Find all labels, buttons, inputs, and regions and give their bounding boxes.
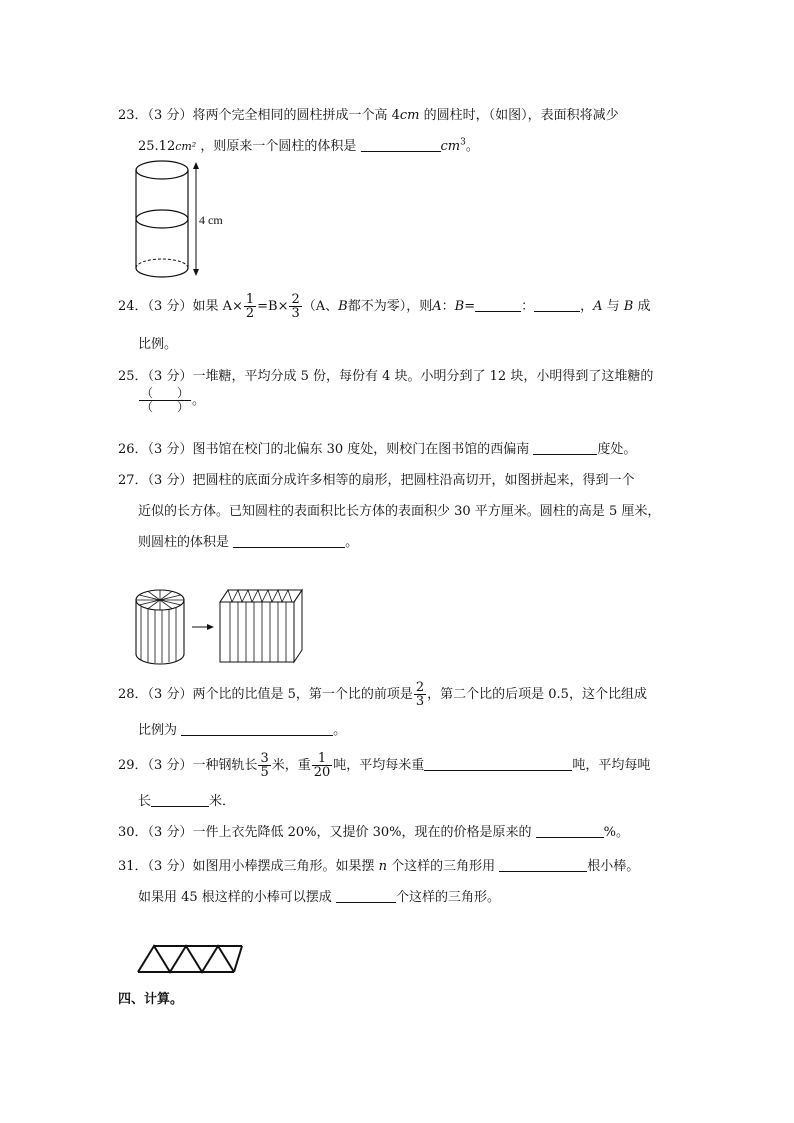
fraction-2-3: $\frac{2}{3}$ xyxy=(415,680,425,709)
cuboid-top-serration xyxy=(220,590,292,602)
cuboid-stripes xyxy=(230,602,286,662)
q26-line1: 26．（3 分）图书馆在校门的北偏东 30 度处，则校门在图书馆的西偏南 度处。 xyxy=(118,442,637,457)
q23-cylinder-figure xyxy=(134,158,244,278)
cylinder-vertical-stripes xyxy=(141,607,176,663)
q27-answer-blank[interactable] xyxy=(233,533,345,548)
q23-line1: 23．（3 分）将两个完全相同的圆柱拼成一个高 4cm 的圆柱时，（如图），表面积将减少 xyxy=(118,108,619,123)
q24-line1: 24．（3 分）如果 A× $\frac{1}{2}$ =B× $\frac{2}{3}$ （A、B都不为零），则A：B= ： ，A 与 B 成 xyxy=(118,292,651,321)
q24-answer-blank-2[interactable] xyxy=(534,297,580,312)
q23-answer-blank[interactable] xyxy=(361,137,441,152)
fraction-3-5: $\frac{3}{5}$ xyxy=(260,751,269,780)
q26-answer-blank[interactable] xyxy=(533,440,597,455)
q29-line2: 长 米． xyxy=(138,794,236,809)
cuboid-side xyxy=(294,590,302,662)
fraction-1-2: $\frac{1}{2}$ xyxy=(245,292,255,321)
q27-cylinder-to-cuboid-figure xyxy=(134,588,306,666)
q30-line1: 30．（3 分）一件上衣先降低 20%，又提价 30%，现在的价格是原来的 %。 xyxy=(118,825,629,840)
q29-answer-blank-2[interactable] xyxy=(151,792,209,807)
q25-fraction-answer[interactable]: $\frac{( )}{( )}$ 。 xyxy=(141,386,206,414)
cylinder-bottom-back xyxy=(136,259,188,268)
fraction-2-3: $\frac{2}{3}$ xyxy=(291,292,300,321)
q27-line3: 则圆柱的体积是 。 xyxy=(138,535,359,550)
cuboid-front xyxy=(220,602,294,662)
q24-answer-blank-1[interactable] xyxy=(475,297,521,312)
q31-line2: 如果用 45 根这样的小棒可以摆成 个这样的三角形。 xyxy=(138,890,500,905)
q23-line2: 25.12cm² ，则原来一个圆柱的体积是 $cm^3$。 xyxy=(138,137,479,154)
q25-blank-fraction[interactable]: $\frac{( )}{( )}$ xyxy=(141,386,190,414)
q30-answer-blank[interactable] xyxy=(536,823,604,838)
height-arrow-bottom xyxy=(193,269,199,276)
height-label: 4 cm xyxy=(199,213,223,227)
q28-line1: 28．（3 分）两个比的比值是 5，第一个比的前项是 $\frac{2}{3}$ ，第二个比的后项是 0.5，这个比组成 xyxy=(118,680,647,709)
triangle-chain xyxy=(138,946,234,972)
cylinder-middle-ellipse xyxy=(136,210,188,228)
q31-triangle-sticks-figure xyxy=(138,944,244,974)
q31-line1: 31．（3 分）如图用小棒摆成三角形。如果摆 n 个这样的三角形用 根小棒。 xyxy=(118,859,640,874)
q24-line2: 比例。 xyxy=(138,337,178,352)
q29-answer-blank-1[interactable] xyxy=(424,756,572,771)
q25-line1: 25．（3 分）一堆糖，平均分成 5 份，每份有 4 块。小明分到了 12 块，小明得到了这堆糖的 xyxy=(118,369,654,384)
q31-answer-blank-2[interactable] xyxy=(336,888,396,903)
section-heading-calculation: 四、计算。 xyxy=(118,992,184,1007)
q27-line1: 27．（3 分）把圆柱的底面分成许多相等的扇形，把圆柱沿高切开，如图拼起来，得到一个 xyxy=(118,473,635,488)
q31-answer-blank-1[interactable] xyxy=(499,857,587,872)
q27-line2: 近似的长方体。已知圆柱的表面积比长方体的表面积少 30 平方厘米。圆柱的高是 5 厘米， xyxy=(138,504,661,519)
cylinder-top-ellipse xyxy=(136,161,188,179)
cylinder-bottom-front xyxy=(136,268,188,277)
fraction-1-20: $\frac{1}{20}$ xyxy=(313,751,331,780)
height-arrow-top xyxy=(193,162,199,169)
q29-line1: 29．（3 分）一种钢轨长 $\frac{3}{5}$ 米，重 $\frac{1}{20}$ 吨，平均每米重 吨，平均每吨 xyxy=(118,751,651,780)
q28-line2: 比例为 。 xyxy=(138,723,347,738)
q28-answer-blank[interactable] xyxy=(181,721,333,736)
